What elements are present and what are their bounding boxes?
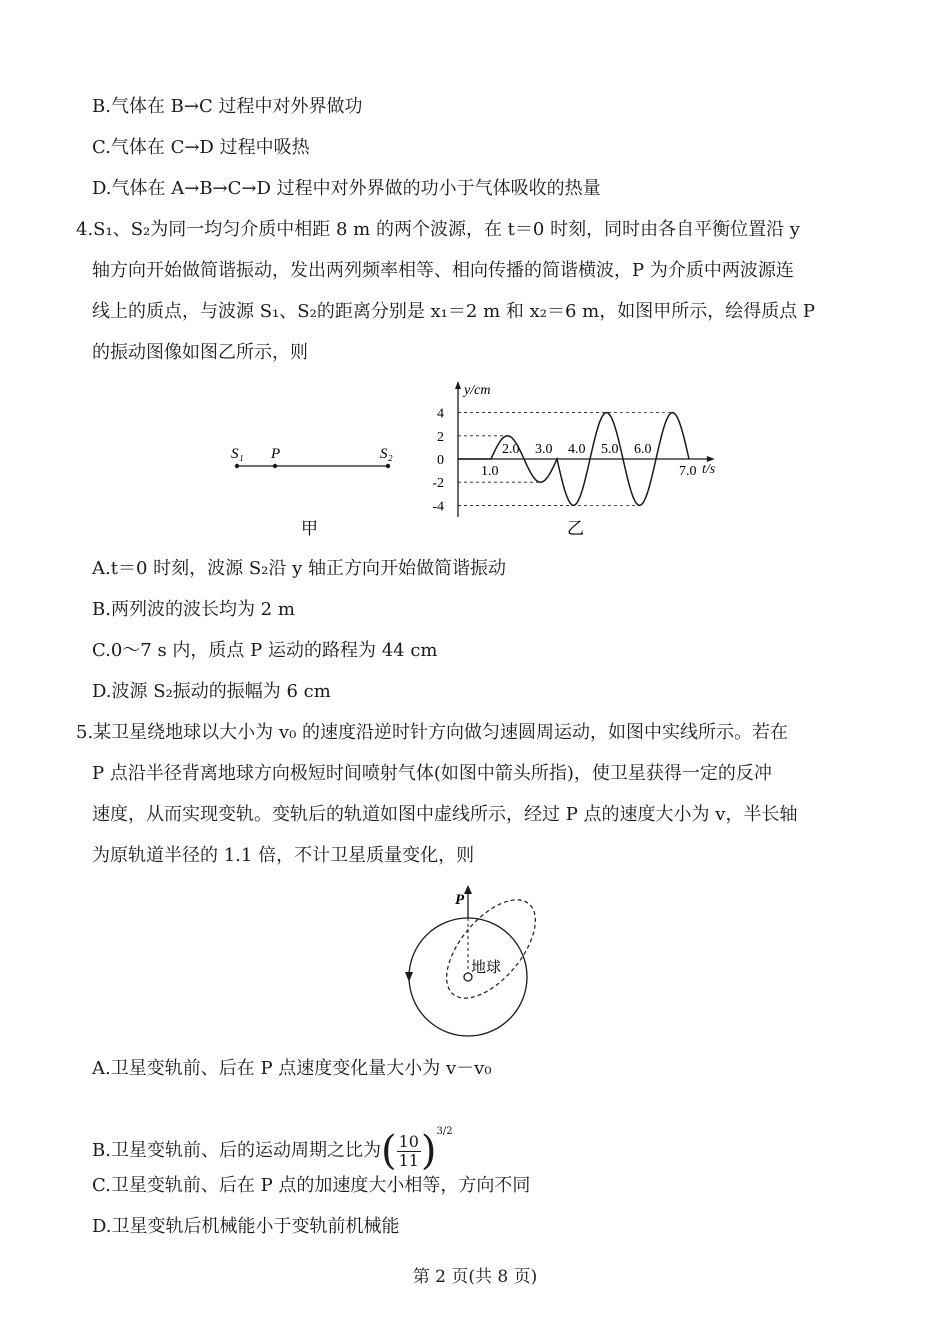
q4-stem-line-4: 的振动图像如图乙所示，则: [92, 342, 308, 363]
p-label: P: [271, 446, 281, 462]
y-tick-label: -4: [432, 499, 444, 515]
q5-stem-line-3: 速度，从而实现变轨。变轨后的轨道如图中虚线所示，经过 P 点的速度大小为 v，半长轴: [92, 804, 798, 825]
arrow-head-icon: [464, 885, 472, 894]
q3-option-d: D.气体在 A→B→C→D 过程中对外界做的功小于气体吸收的热量: [92, 178, 601, 199]
x-tick-label: 3.0: [535, 442, 553, 457]
x-tick-label: 4.0: [568, 442, 586, 457]
q5-stem-line-1: 5.某卫星绕地球以大小为 v₀ 的速度沿逆时针方向做匀速圆周运动，如图中实线所示。若在: [76, 722, 788, 743]
q4-option-a: A.t＝0 时刻，波源 S₂沿 y 轴正方向开始做简谐振动: [92, 558, 507, 579]
q5-option-b-prefix: B.卫星变轨前、后的运动周期之比为: [92, 1140, 381, 1161]
q5-option-b: [92, 1112, 453, 1174]
orbit-figure: [395, 880, 545, 1040]
q4-option-c: C.0～7 s 内，质点 P 运动的路程为 44 cm: [92, 640, 438, 661]
y-tick-label: -2: [432, 476, 444, 492]
x-tick-label: 7.0: [679, 464, 697, 479]
q4-option-d: D.波源 S₂振动的振幅为 6 cm: [92, 681, 331, 702]
orbit-direction-arrow-icon: [405, 972, 413, 982]
left-paren: (: [380, 1128, 397, 1174]
x-axis-label: t/s: [702, 462, 716, 477]
q4-option-b: B.两列波的波长均为 2 m: [92, 599, 295, 620]
y-tick-label: 2: [437, 429, 444, 445]
q5-stem-line-2: P 点沿半径背离地球方向极短时间喷射气体(如图中箭头所指)，使卫星获得一定的反冲: [92, 763, 772, 784]
q4-stem-line-3: 线上的质点，与波源 S₁、S₂的距离分别是 x₁＝2 m 和 x₂＝6 m，如图甲所示，绘得质点 P: [92, 301, 816, 322]
fig-yi-caption: 乙: [567, 519, 584, 538]
y-axis-arrow-icon: [455, 381, 461, 389]
s1-label: S₁: [231, 446, 244, 462]
q3-option-c: C.气体在 C→D 过程中吸热: [92, 137, 310, 158]
x-tick-label: 1.0: [481, 464, 499, 479]
fig-jia-caption: 甲: [301, 519, 318, 538]
x-tick-label: 2.0: [502, 442, 520, 457]
q5-option-c: C.卫星变轨前、后在 P 点的加速度大小相等，方向不同: [92, 1175, 531, 1196]
q5-option-a: A.卫星变轨前、后在 P 点速度变化量大小为 v－v₀: [92, 1058, 492, 1079]
earth-label: 地球: [471, 960, 502, 976]
y-tick-label: 4: [437, 406, 444, 422]
q4-stem-line-1: 4.S₁、S₂为同一均匀介质中相距 8 m 的两个波源，在 t＝0 时刻，同时由各自平衡位置沿 y: [76, 219, 800, 240]
orbit-p-label: P: [455, 892, 465, 908]
figure-jia: [225, 440, 405, 550]
page-footer: 第 2 页(共 8 页): [412, 1267, 538, 1287]
q5-option-d: D.卫星变轨后机械能小于变轨前机械能: [92, 1216, 400, 1237]
y-axis-label: y/cm: [464, 383, 491, 398]
fraction-numerator: 10: [398, 1131, 419, 1151]
fraction-denominator: 11: [398, 1150, 419, 1170]
transfer-orbit: [430, 885, 545, 1014]
s2-label: S₂: [380, 446, 393, 462]
q5-stem-line-4: 为原轨道半径的 1.1 倍，不计卫星质量变化，则: [92, 845, 475, 866]
exponent: 3/2: [436, 1126, 453, 1137]
fraction: [397, 1133, 421, 1170]
x-tick-label: 5.0: [601, 442, 619, 457]
right-paren: ): [420, 1128, 437, 1174]
y-tick-label: 0: [437, 453, 444, 468]
q4-stem-line-2: 轴方向开始做简谐振动，发出两列频率相等、相向传播的简谐横波，P 为介质中两波源连: [92, 260, 794, 281]
figure-yi-chart: [420, 378, 740, 548]
q3-option-b: B.气体在 B→C 过程中对外界做功: [92, 96, 363, 117]
x-tick-label: 6.0: [634, 442, 652, 457]
